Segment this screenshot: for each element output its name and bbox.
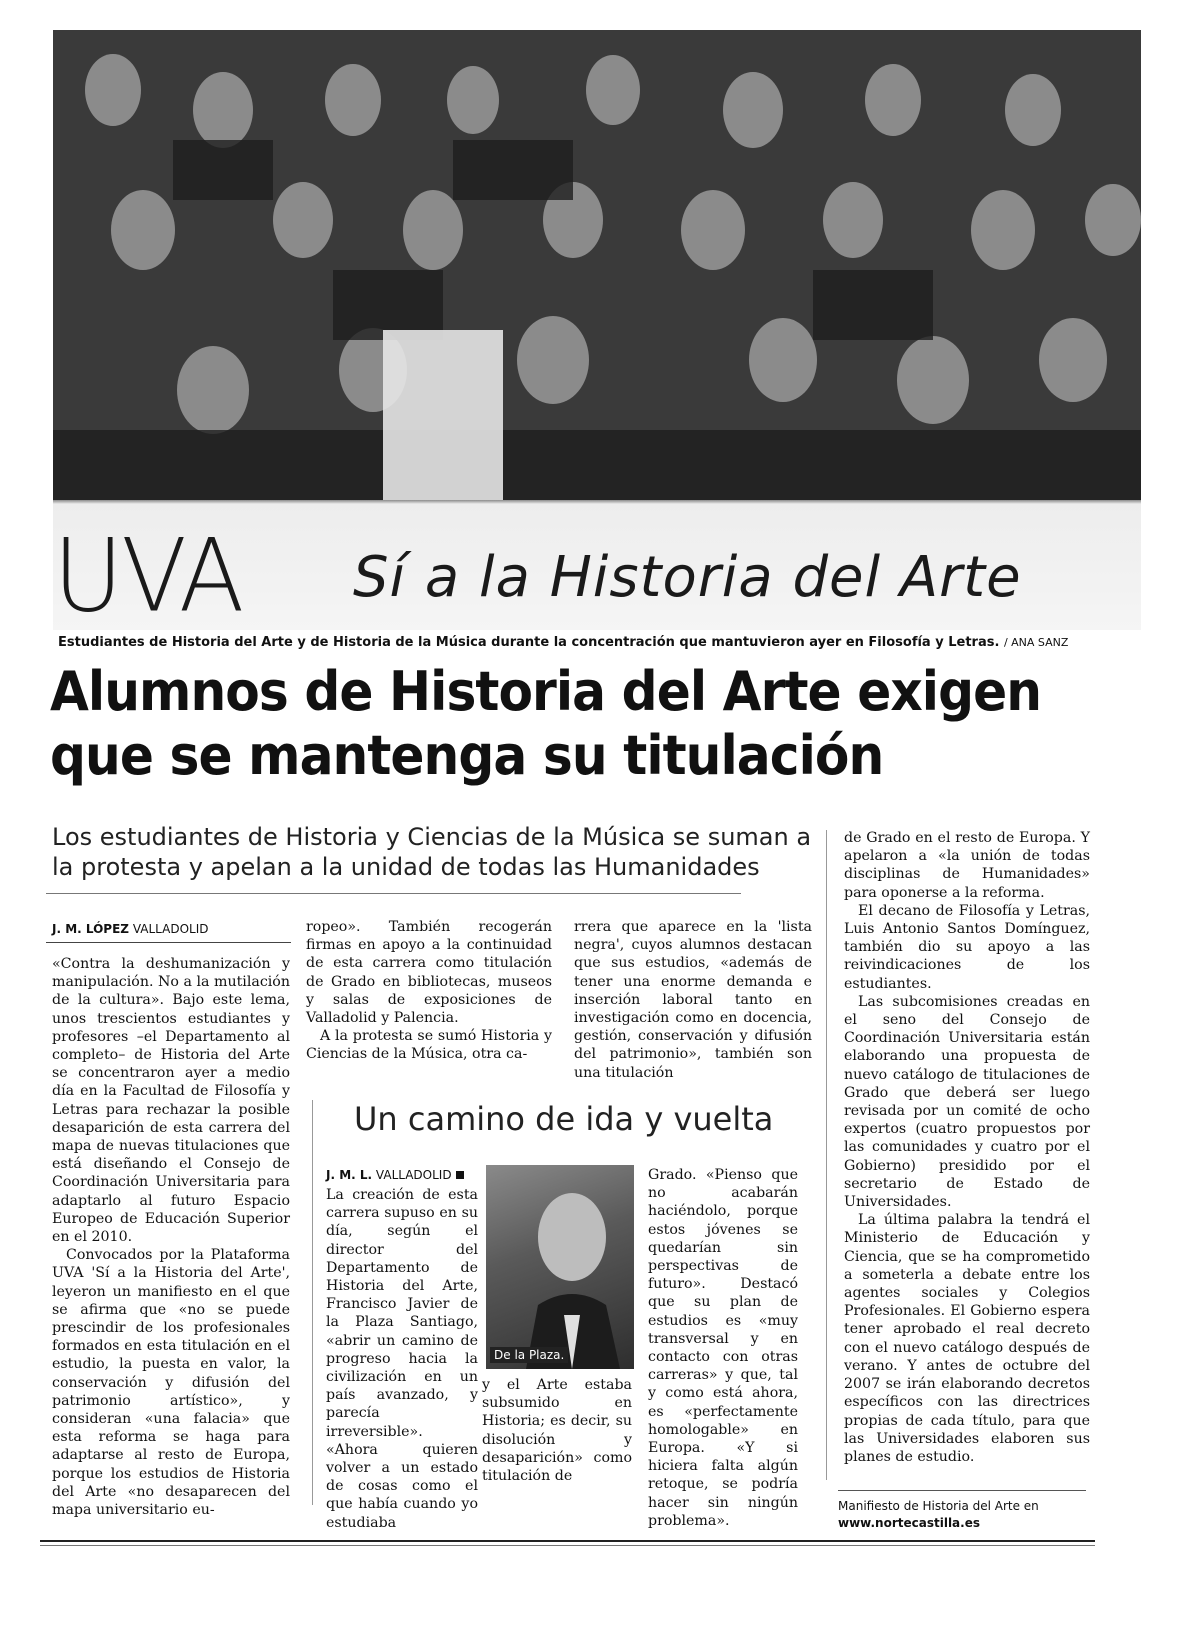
byline-divider <box>46 942 291 943</box>
caption-text: Estudiantes de Historia del Arte y de Historia de la Música durante la concentración que mantuvieron ayer en Filosofía y Letras. <box>58 635 1000 650</box>
banner-slogan-text: Sí a la Historia del Arte <box>353 545 1022 610</box>
photo-credit: / ANA SANZ <box>1003 636 1069 649</box>
subheadline: Los estudiantes de Historia y Ciencias de la Música se suman a la protesta y apelan a la unidad de todas las Humanidades <box>52 823 812 881</box>
square-bullet-icon <box>456 1171 464 1179</box>
web-promo <box>838 1498 1086 1532</box>
paragraph: Las subcomisiones creadas en el seno del Consejo de Coordinación Universitaria están elaborando una propuesta de nuevo catálogo de titulaciones de Grado que deberá ser luego revisada por un comité de ocho expertos (cuatro propuestos por las comunidades y cuatro por el Gobierno) presidido por el secretario de Estado de Universidades. <box>844 993 1090 1211</box>
crowd-image <box>53 30 1141 500</box>
photo-caption <box>58 635 1138 650</box>
headline: Alumnos de Historia del Arte exigen que se mantenga su titulación <box>50 660 1042 787</box>
box-byline-author: J. M. L. <box>326 1168 373 1182</box>
box-column-1 <box>326 1186 478 1532</box>
paragraph: y el Arte estaba subsumido en Historia; es decir, su disolución y desaparición» como titulación de <box>482 1377 632 1485</box>
article-column-4 <box>844 829 1090 1466</box>
byline-place: VALLADOLID <box>132 922 209 936</box>
paragraph: Grado. «Pienso que no acabarán haciéndolo, porque estos jóvenes se quedarían sin perspectivas de futuro». Destacó que su plan de estudios es «muy transversal y en contacto con otras carreras» y que, tal y como está ahora, es «perfectamente homologable» en Europa. «Y si hiciera falta algún retoque, se podría hacer sin ningún problema». <box>648 1167 798 1529</box>
promo-divider <box>838 1490 1086 1491</box>
portrait-label: De la Plaza. <box>490 1347 568 1363</box>
promo-text: Manifiesto de Historia del Arte en <box>838 1499 1039 1513</box>
paragraph: La última palabra la tendrá el Ministerio de Educación y Ciencia, que se ha comprometido a someterla a debate entre los agentes sociales y Colegios Profesionales. El Gobierno espera tener aprobado el real decreto con el nuevo catálogo después de verano. Y antes de octubre del 2007 se irán elaborando decretos específicos con las directrices propias de cada título, para que las Universidades elaboren sus planes de estudio. <box>844 1212 1090 1465</box>
box-column-2 <box>482 1376 632 1485</box>
paragraph: La creación de esta carrera supuso en su día, según el director del Departamento de Historia del Arte, Francisco Javier de la Plaza Santiago, «abrir un camino de progreso hacia la civilización en un país avanzado, y parecía irreversible». «Ahora quieren volver a un estado de cosas como el que había cuando yo estudiaba <box>326 1187 478 1531</box>
article-column-3 <box>574 918 812 1082</box>
box-byline-place: VALLADOLID <box>375 1168 452 1182</box>
paragraph: «Contra la deshumanización y manipulación. No a la mutilación de la cultura». Bajo este lema, unos trescientos estudiantes y profesores –el Departamento al completo– de Historia del Arte se concentraron ayer a medio día en la Facultad de Filosofía y Letras para rechazar la posible desaparición de esta carrera del mapa de nuevas titulaciones que está diseñando el Consejo de Coordinación Universitaria para adaptarlo al futuro Espacio Europeo de Educación Superior en el 2010. <box>52 956 290 1246</box>
paragraph: A la protesta se sumó Historia y Ciencias de la Música, otra ca- <box>306 1028 552 1063</box>
article-column-1 <box>52 955 290 1519</box>
banner-uva-text: UVA <box>53 517 243 630</box>
portrait-image <box>486 1165 634 1369</box>
article-column-2 <box>306 918 552 1064</box>
portrait-photo <box>486 1165 634 1369</box>
column-divider <box>826 830 827 1480</box>
paragraph: de Grado en el resto de Europa. Y apelaron a «la unión de todas disciplinas de Humanidades» para oponerse a la reforma. <box>844 830 1090 901</box>
subhead-divider <box>46 893 741 894</box>
paragraph: El decano de Filosofía y Letras, Luis Antonio Santos Domínguez, también dio su apoyo a las reivindicaciones de los estudiantes. <box>844 902 1090 992</box>
promo-link[interactable]: www.nortecastilla.es <box>838 1516 980 1530</box>
box-left-border <box>312 1100 313 1505</box>
paragraph: rrera que aparece en la 'lista negra', cuyos alumnos destacan que sus estudios, «además de tener una enorme demanda e inserción laboral tanto en investigación como en docencia, gestión, conservación y difusión del patrimonio», también son una titulación <box>574 919 812 1081</box>
byline-author: J. M. LÓPEZ <box>52 922 129 936</box>
paragraph: Convocados por la Plataforma UVA 'Sí a la Historia del Arte', leyeron un manifiesto en el que se afirma que «no se puede prescindir de los profesionales formados en esta titulación en el estudio, la puesta en valor, la conservación y difusión del patrimonio artístico», y consideran «una falacia» que esta reforma se haga para adaptarse al resto de Europa, porque los estudios de Historia del Arte «no desaparecen del mapa universitario eu- <box>52 1247 290 1519</box>
news-photo <box>53 30 1141 630</box>
box-title: Un camino de ida y vuelta <box>354 1100 774 1138</box>
page-bottom-rule-thin <box>40 1545 1095 1546</box>
box-column-3 <box>648 1166 798 1530</box>
box-byline <box>326 1168 464 1182</box>
page-bottom-rule <box>40 1540 1095 1542</box>
byline <box>52 922 208 936</box>
paragraph: ropeo». También recogerán firmas en apoyo a la continuidad de esta carrera como titulación de Grado en bibliotecas, museos y salas de exposiciones de Valladolid y Palencia. <box>306 919 552 1027</box>
